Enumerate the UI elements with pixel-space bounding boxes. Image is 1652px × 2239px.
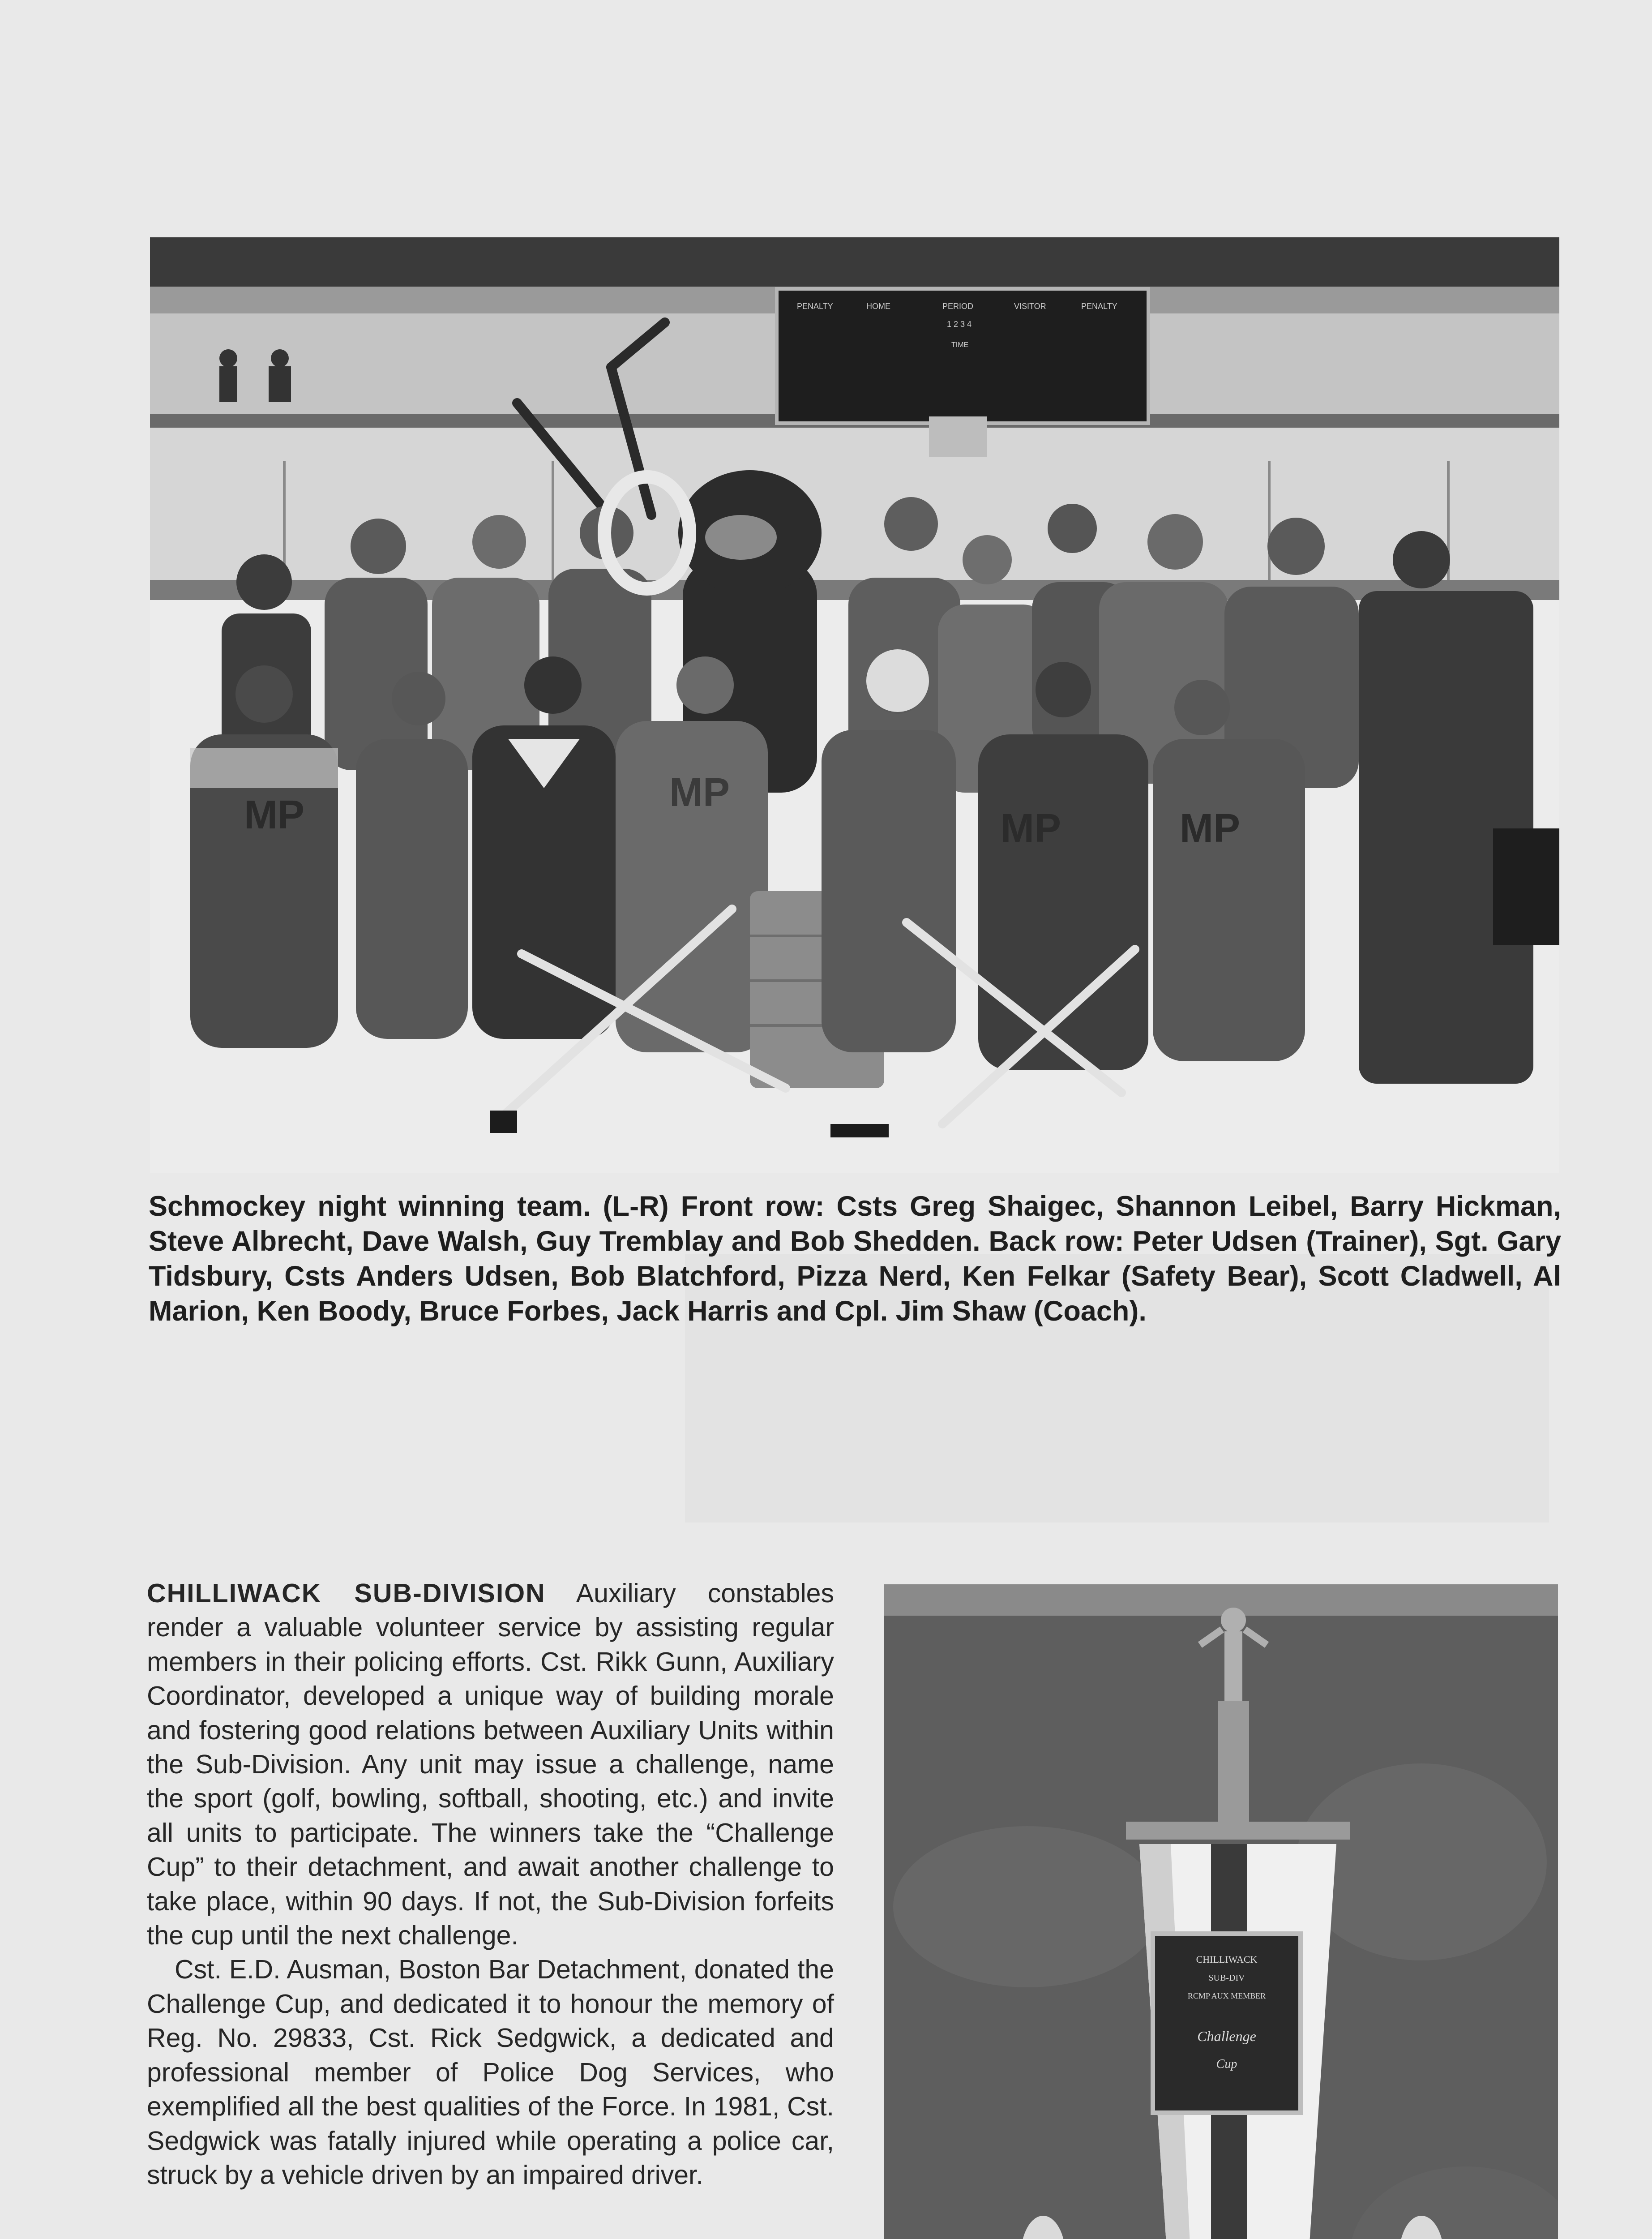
svg-text:MP: MP bbox=[669, 770, 730, 815]
scoreboard-label-home: HOME bbox=[866, 302, 890, 311]
svg-text:MP: MP bbox=[1180, 806, 1240, 851]
plaque-line-3: RCMP AUX MEMBER bbox=[1187, 1991, 1266, 2000]
article-paragraph-1 bbox=[147, 1576, 834, 1952]
photo-caption-team: Schmockey night winning team. (L-R) Front row: Csts Greg Shaigec, Shannon Leibel, Barry Hickman, Steve Albrecht, Dave Walsh, Guy Tremblay and Bob Shedden. Back row: Peter Udsen (Trainer), Sgt. Gary Tidsbury, Csts Anders Udsen, Bob Blatchford, Pizza Nerd, Ken Felkar (Safety Bear), Scott Cladwell, Al Marion, Ken Boody, Bruce Forbes, Jack Harris and Cpl. Jim Shaw (Coach). bbox=[149, 1191, 1561, 1327]
hockey-team-photo-art bbox=[150, 237, 1559, 1173]
challenge-cup-photo bbox=[884, 1584, 1558, 2239]
plaque-line-4: Challenge bbox=[1197, 2028, 1256, 2044]
scoreboard-label-penalty-right: PENALTY bbox=[1081, 302, 1117, 311]
plaque-line-2: SUB-DIV bbox=[1208, 1973, 1245, 1983]
svg-text:MP: MP bbox=[244, 793, 304, 837]
scoreboard-label-visitor: VISITOR bbox=[1014, 302, 1046, 311]
scoreboard-label-period: PERIOD bbox=[942, 302, 974, 311]
hockey-team-photo bbox=[150, 237, 1559, 1173]
plaque-line-1: CHILLIWACK bbox=[1196, 1954, 1258, 1965]
plaque-line-5: Cup bbox=[1216, 2057, 1237, 2071]
scoreboard-time-label: TIME bbox=[951, 341, 969, 349]
scoreboard-period-digits: 1 2 3 4 bbox=[947, 320, 972, 329]
scoreboard-label-penalty-left: PENALTY bbox=[797, 302, 833, 311]
article-paragraph-2: Cst. E.D. Ausman, Boston Bar Detachment, donated the Challenge Cup, and dedicated it to honour the memory of Reg. No. 29833, Cst. Rick Sedgwick, a dedicated and professional member of Police Dog Services, who exemplified all the best qualities of the Force. In 1981, Cst. Sedgwick was fatally injured while operating a police car, struck by a vehicle driven by an impaired driver. bbox=[147, 1955, 834, 2190]
article-body bbox=[147, 1576, 834, 2192]
challenge-cup-photo-art bbox=[884, 1584, 1558, 2239]
svg-text:MP: MP bbox=[1001, 806, 1061, 851]
article-runin-heading: CHILLIWACK SUB-DIVISION bbox=[147, 1578, 546, 1608]
article-paragraph-1-text: Auxiliary constables render a valuable volunteer service by assisting regular members in their policing efforts. Cst. Rikk Gunn, Auxiliary Coordinator, developed a unique way of building morale and fostering good relations between Auxiliary Units within the Sub-Division. Any unit may issue a challenge, name the sport (golf, bowling, softball, shooting, etc.) and invite all units to participate. The winners take the “Challenge Cup” to their detachment, and await another challenge to take place, within 90 days. If not, the Sub-Division forfeits the cup until the next challenge. bbox=[147, 1578, 834, 1951]
